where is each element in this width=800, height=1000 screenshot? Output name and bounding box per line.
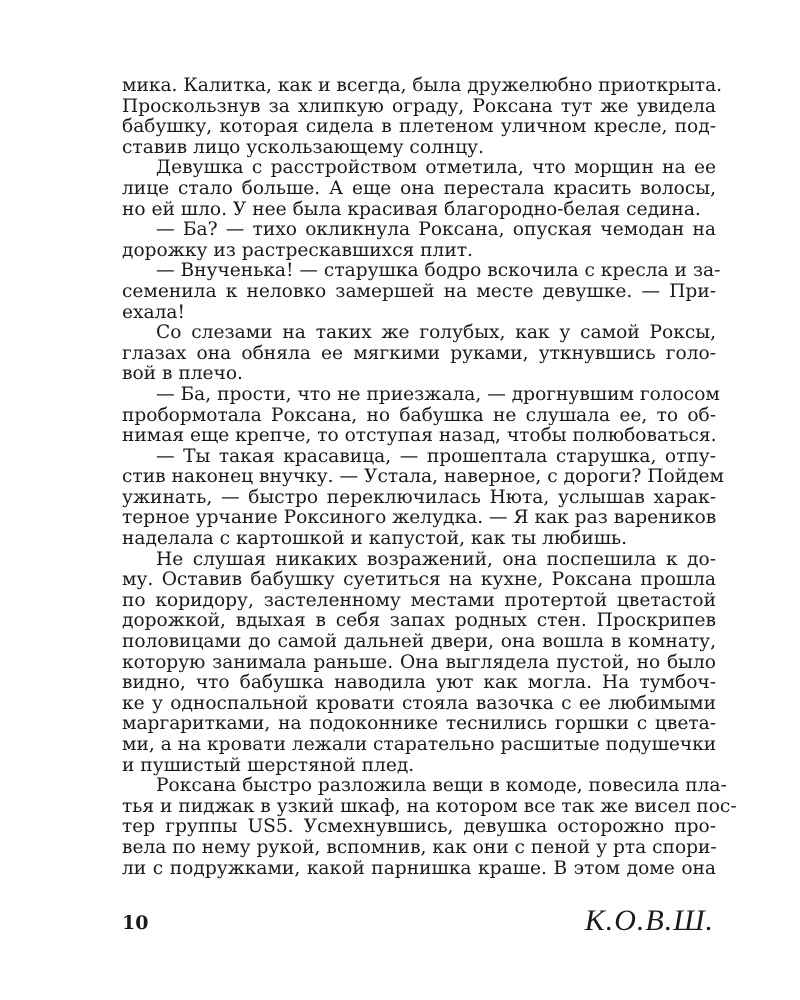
text-line: но ей шло. У нее была красивая благородно-белая седина. (122, 198, 701, 220)
text-line: половицами до самой дальней двери, она вошла в комнату, (122, 631, 716, 653)
text-line: стив наконец внучку. — Устала, наверное, с дороги? Пойдем (122, 466, 725, 488)
text-line: тья и пиджак в узкий шкаф, на котором все так же висел пос- (122, 795, 737, 817)
text-line: Девушка с расстройством отметила, что морщин на ее (156, 157, 716, 179)
running-title: К.О.В.Ш. (584, 904, 714, 937)
text-line: ехала! (122, 301, 185, 323)
text-line: глазах она обняла ее мягкими руками, уткнувшись голо- (122, 342, 716, 364)
text-line: му. Оставив бабушку суетиться на кухне, Роксана прошла (122, 569, 716, 591)
text-line: бабушку, которая сидела в плетеном уличном кресле, под- (122, 116, 716, 138)
text-line: нимая еще крепче, то отступая назад, чтобы полюбоваться. (122, 425, 717, 447)
text-line: — Внученька! — старушка бодро вскочила с кресла и за- (156, 260, 721, 282)
page-number: 10 (122, 912, 149, 934)
text-line: маргаритками, на подоконнике теснились горшки с цвета- (122, 713, 716, 735)
text-line: по коридору, застеленному местами протертой цветастой (122, 589, 716, 611)
text-line: Со слезами на таких же голубых, как у самой Роксы, (156, 322, 716, 344)
text-line: семенила к неловко замершей на месте девушке. — При- (122, 280, 716, 302)
text-line: которую занимала раньше. Она выглядела пустой, но было (122, 651, 716, 673)
text-line: ке у односпальной кровати стояла вазочка с ее любимыми (122, 692, 716, 714)
text-line: дорожкой, вдыхая в себя запах родных стен. Проскрипев (122, 610, 716, 632)
text-line: ставив лицо ускользающему солнцу. (122, 136, 485, 158)
text-line: ли с подружками, какой парнишка краше. В этом доме она (122, 857, 716, 879)
text-line: и пушистый шерстяной плед. (122, 754, 415, 776)
text-line: наделала с картошкой и капустой, как ты любишь. (122, 528, 628, 550)
text-line: вела по нему рукой, вспомнив, как они с пеной у рта спори- (122, 836, 717, 858)
text-line: мика. Калитка, как и всегда, была дружелюбно приоткрыта. (122, 75, 723, 96)
text-line: лице стало больше. А еще она перестала красить волосы, (122, 177, 716, 199)
text-line: Проскользнув за хлипкую ограду, Роксана тут же увидела (122, 95, 716, 117)
body-text (122, 75, 737, 879)
text-line: тер группы US5. Усмехнувшись, девушка осторожно про- (122, 816, 716, 838)
text-line: видно, что бабушка наводила уют как могла. На тумбоч- (122, 672, 716, 694)
text-line: — Ба, прости, что не приезжала, — дрогнувшим голосом (156, 383, 720, 405)
text-line: пробормотала Роксана, но бабушка не слушала ее, то об- (122, 404, 716, 426)
text-line: вой в плечо. (122, 363, 243, 385)
text-line: терное урчание Роксиного желудка. — Я как раз вареников (122, 507, 717, 529)
text-line: дорожку из растрескавшихся плит. (122, 239, 473, 261)
text-line: ужинать, — быстро переключилась Нюта, услышав харак- (122, 486, 716, 508)
text-line: ми, а на кровати лежали старательно расшитые подушечки (122, 734, 717, 755)
text-line: Не слушая никаких возражений, она поспешила к до- (156, 548, 716, 570)
text-line: — Ба? — тихо окликнула Роксана, опуская чемодан на (156, 219, 716, 241)
text-line: — Ты такая красавица, — прошептала старушка, отпу- (156, 445, 716, 467)
text-line: Роксана быстро разложила вещи в комоде, повесила пла- (156, 775, 727, 797)
